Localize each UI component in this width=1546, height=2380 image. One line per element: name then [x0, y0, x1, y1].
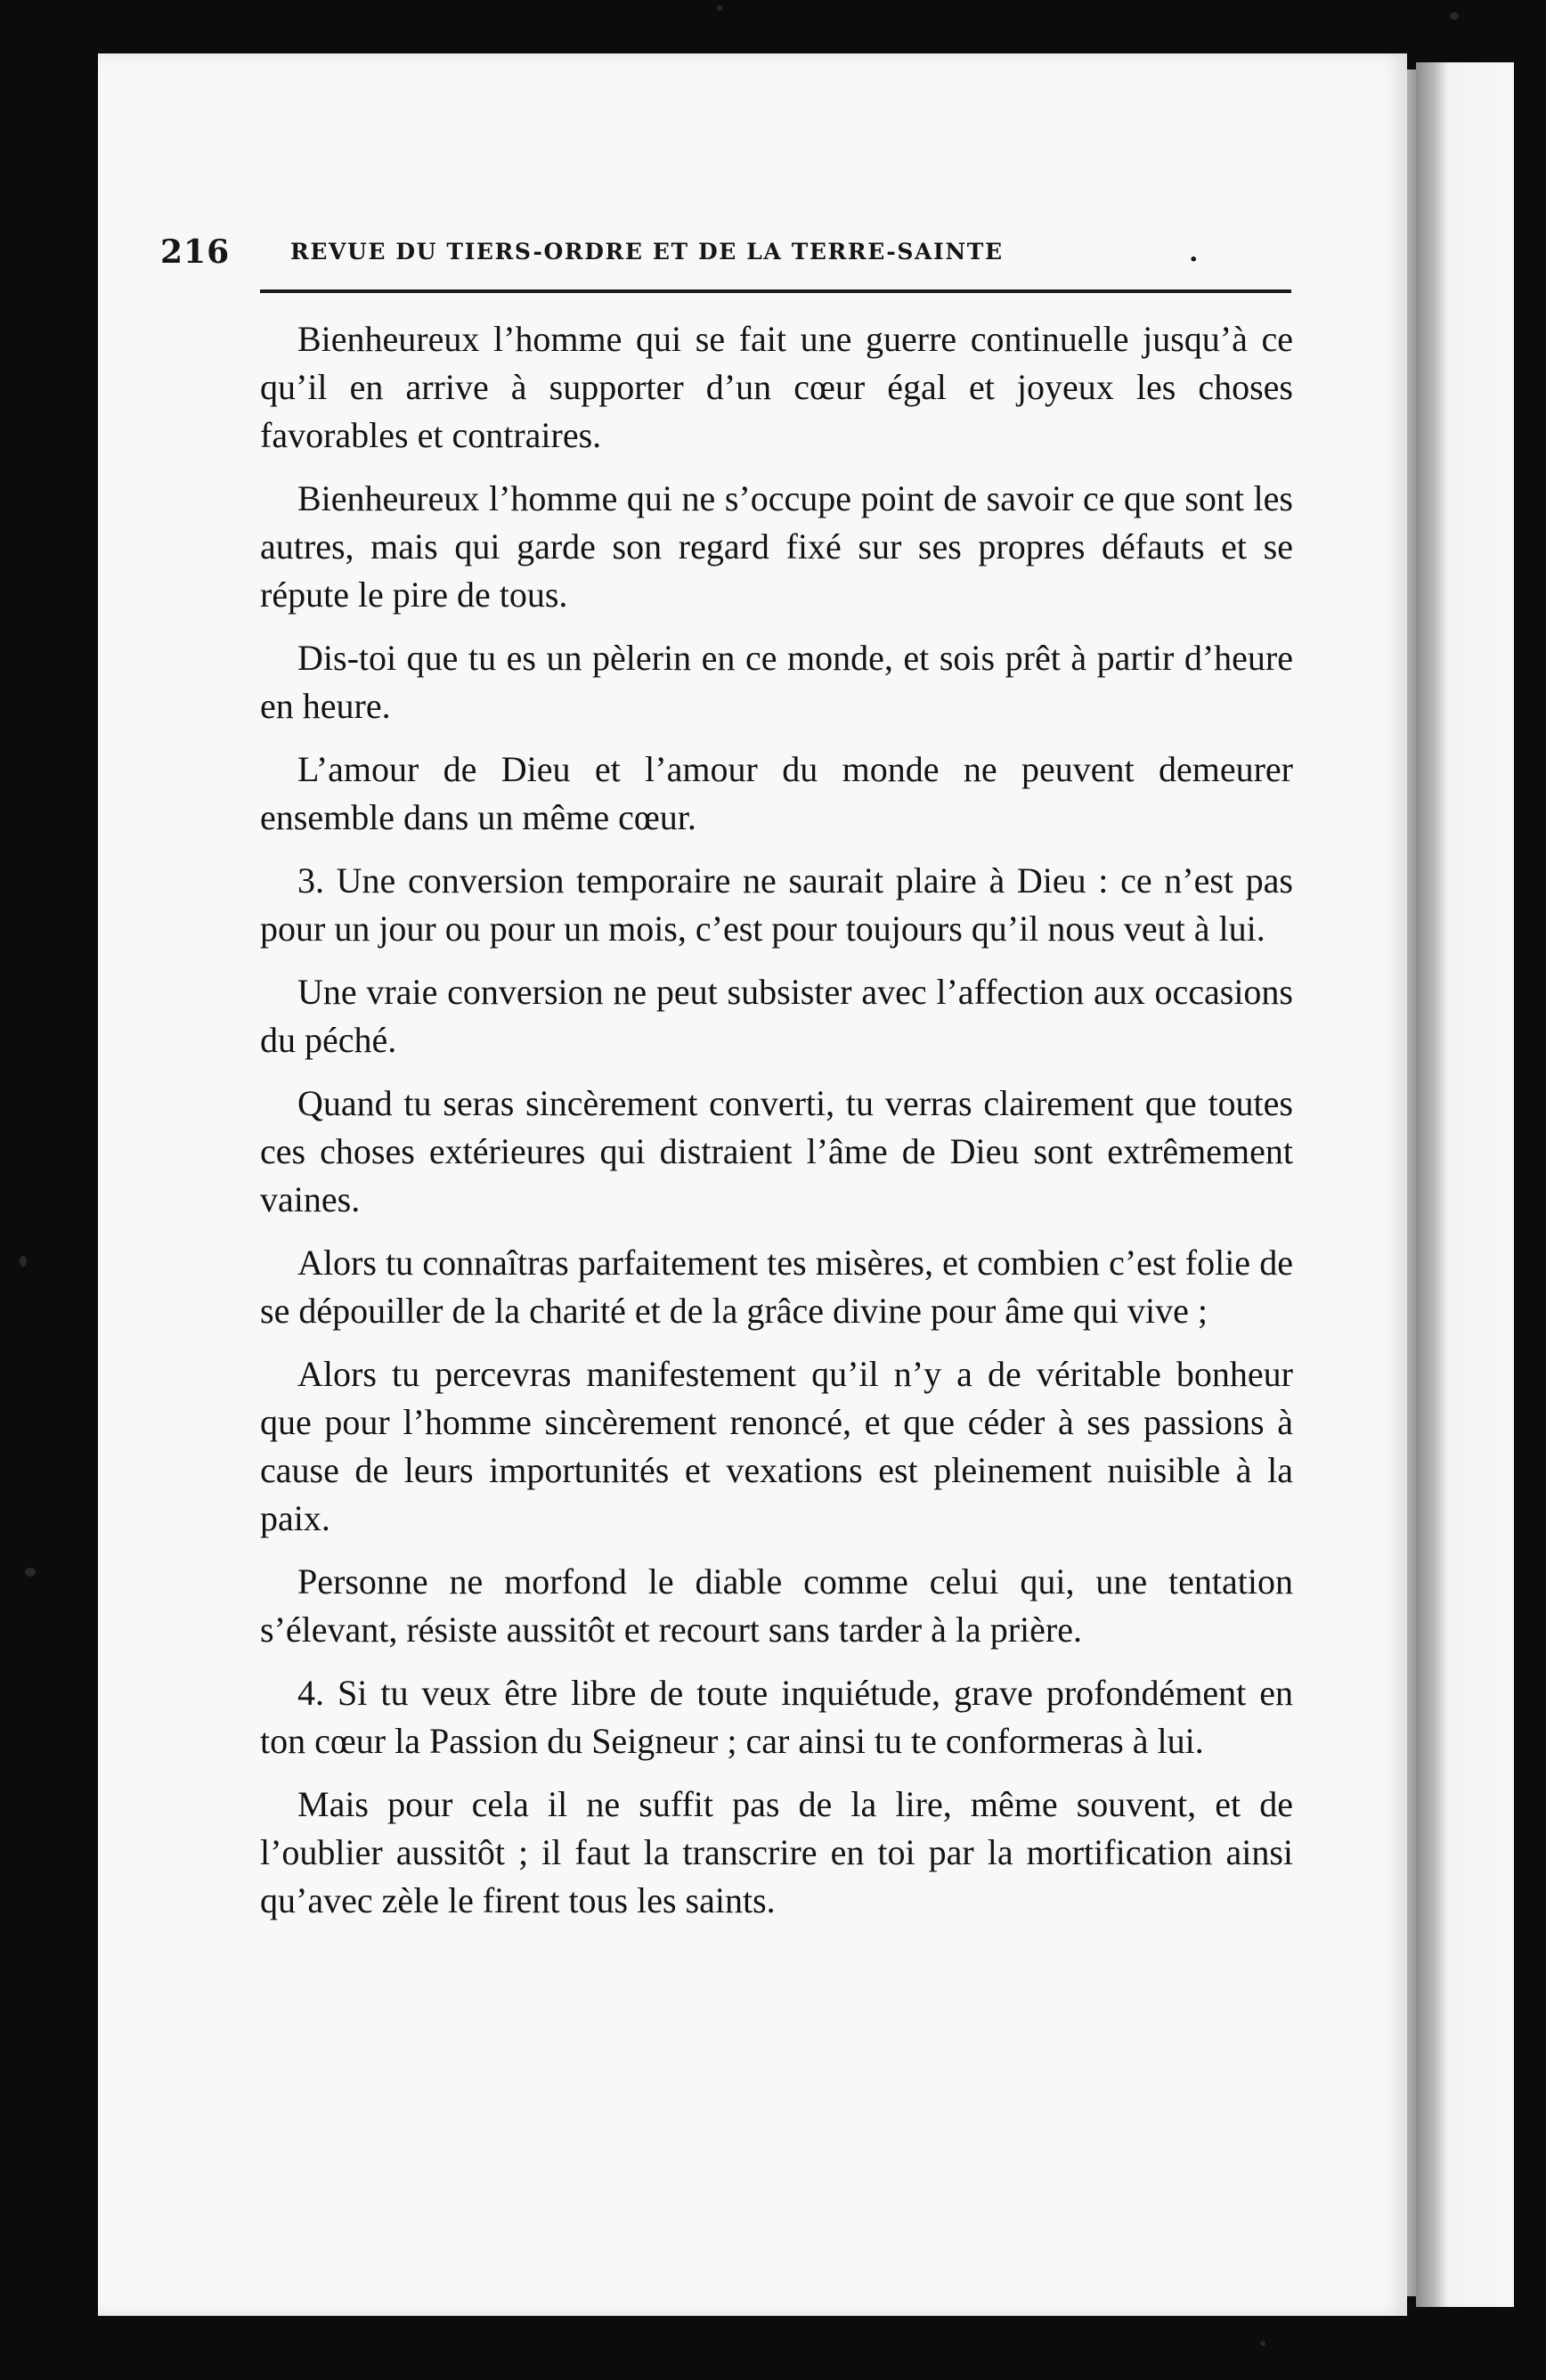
paragraph: Mais pour cela il ne suffit pas de la lire, même souvent, et de l’oublier aussitôt ; il faut la transcrire en toi par la mortification ainsi qu’avec zèle le firent tous les saints.: [260, 1784, 1293, 1920]
paragraph: Une vraie conversion ne peut subsister avec l’affection aux occasions du péché.: [260, 972, 1293, 1060]
scan-speck: [1260, 2341, 1265, 2346]
header-mark: .: [1189, 237, 1199, 268]
paragraph: Quand tu seras sincèrement converti, tu verras clairement que toutes ces choses extérieures qui distraient l’âme de Dieu sont extrêmement vaines.: [260, 1083, 1293, 1219]
paragraph: Alors tu percevras manifestement qu’il n’y a de véritable bonheur que pour l’homme sincèrement renoncé, et que céder à ses passions à cause de leurs importunités et vexations est pleinement nuisible à la paix.: [260, 1354, 1293, 1538]
paragraph: 4. Si tu veux être libre de toute inquiétude, grave profondément en ton cœur la Passion du Seigneur ; car ainsi tu te conformeras à lui.: [260, 1673, 1293, 1761]
running-header: [160, 233, 1291, 271]
scan-speck: [1450, 12, 1459, 20]
body-text: [260, 315, 1293, 1940]
header-rule: [260, 289, 1291, 293]
paragraph: Alors tu connaîtras parfaitement tes misères, et combien c’est folie de se dépouiller de la charité et de la grâce divine pour âme qui vive ;: [260, 1243, 1293, 1331]
scan-speck: [717, 5, 722, 11]
scan-speck: [20, 1256, 27, 1267]
paragraph: Personne ne morfond le diable comme celui qui, une tentation s’élevant, résiste aussitôt et recourt sans tarder à la prière.: [260, 1561, 1293, 1650]
scan-speck: [25, 1568, 36, 1577]
paragraph: Bienheureux l’homme qui ne s’occupe point de savoir ce que sont les autres, mais qui garde son regard fixé sur ses propres défauts et se répute le pire de tous.: [260, 478, 1293, 615]
paragraph: L’amour de Dieu et l’amour du monde ne peuvent demeurer ensemble dans un même cœur.: [260, 749, 1293, 837]
page-number: 216: [160, 233, 231, 271]
next-page-strip: [1416, 62, 1514, 2307]
paragraph: Bienheureux l’homme qui se fait une guerre continuelle jusqu’à ce qu’il en arrive à supporter d’un cœur égal et joyeux les choses favorables et contraires.: [260, 319, 1293, 455]
running-title: REVUE DU TIERS-ORDRE ET DE LA TERRE-SAINTE: [290, 239, 1004, 265]
paragraph: 3. Une conversion temporaire ne saurait plaire à Dieu : ce n’est pas pour un jour ou pour un mois, c’est pour toujours qu’il nous veut à lui.: [260, 860, 1293, 949]
paragraph: Dis-toi que tu es un pèlerin en ce monde, et sois prêt à partir d’heure en heure.: [260, 638, 1293, 726]
